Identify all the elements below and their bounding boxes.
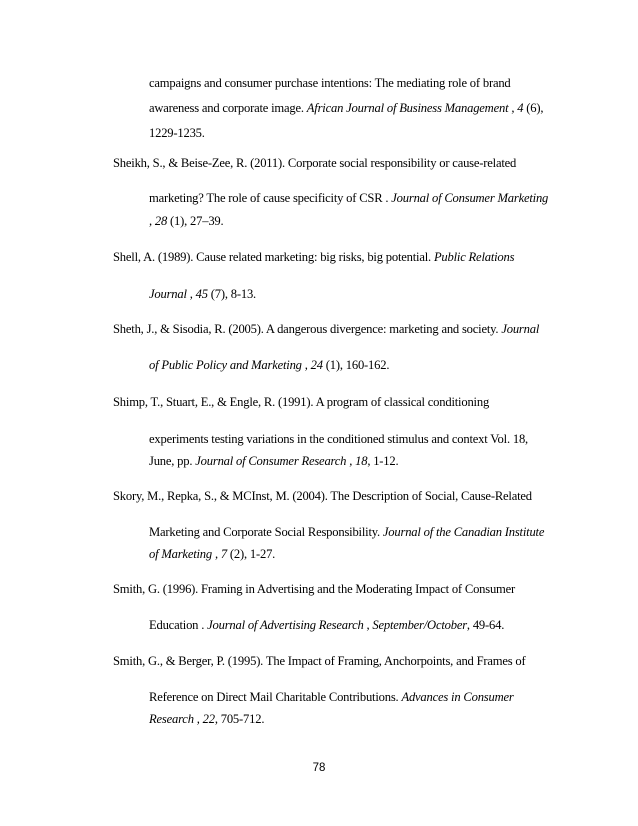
reference-text: campaigns and consumer purchase intentions: The mediating role of brand (149, 76, 511, 90)
reference-text: (1), 160-162. (322, 358, 390, 372)
reference-line (113, 394, 489, 410)
reference-line (113, 321, 539, 337)
reference-text: experiments testing variations in the conditioned stimulus and context Vol. 18, (149, 432, 528, 446)
reference-text: (6), (523, 101, 544, 115)
reference-line (149, 190, 548, 206)
reference-text: 1229-1235. (149, 126, 205, 140)
reference-text: Marketing and Corporate Social Responsibility. (149, 525, 383, 539)
reference-italic-text: African Journal of Business Management , 4 (306, 101, 524, 115)
reference-italic-text: Journal of Consumer Research , 18 (195, 454, 368, 468)
reference-text: Sheth, J., & Sisodia, R. (2005). A dangerous divergence: marketing and society. (113, 322, 502, 336)
reference-line (149, 100, 543, 116)
reference-line (113, 249, 514, 265)
reference-text: Shimp, T., Stuart, E., & Engle, R. (1991). A program of classical conditioning (113, 395, 490, 409)
reference-text: Smith, G., & Berger, P. (1995). The Impact of Framing, Anchorpoints, and Frames of (113, 654, 526, 668)
reference-italic-text: Journal (501, 322, 540, 336)
reference-italic-text: Journal of Consumer Marketing (391, 191, 549, 205)
reference-text: June, pp. (149, 454, 196, 468)
reference-italic-text: Journal , 45 (149, 287, 208, 301)
reference-text: Shell, A. (1989). Cause related marketing: big risks, big potential. (113, 250, 434, 264)
reference-text: awareness and corporate image. (149, 101, 307, 115)
reference-line (149, 75, 511, 91)
reference-italic-text: Journal of Advertising Research , September/October (207, 618, 467, 632)
reference-text: , 705-712. (214, 712, 265, 726)
reference-text: Smith, G. (1996). Framing in Advertising and the Moderating Impact of Consumer (113, 582, 516, 596)
reference-line (149, 453, 398, 469)
reference-italic-text: of Marketing , 7 (149, 547, 227, 561)
reference-line (149, 711, 264, 727)
reference-line (149, 431, 528, 447)
reference-italic-text: Journal of the Canadian Institute (382, 525, 545, 539)
reference-text: (2), 1-27. (226, 547, 276, 561)
reference-italic-text: Research , 22 (149, 712, 215, 726)
reference-line (113, 488, 532, 504)
reference-text: Sheikh, S., & Beise-Zee, R. (2011). Corporate social responsibility or cause-related (113, 156, 517, 170)
reference-line (113, 155, 516, 171)
reference-italic-text: of Public Policy and Marketing , 24 (149, 358, 323, 372)
reference-line (149, 357, 389, 373)
reference-text: (1), 27–39. (167, 214, 224, 228)
reference-text: Education . (149, 618, 208, 632)
reference-line (149, 617, 504, 633)
reference-text: Skory, M., Repka, S., & MCInst, M. (2004). The Description of Social, Cause-Related (113, 489, 532, 503)
reference-text: , 49-64. (466, 618, 505, 632)
reference-text: marketing? The role of cause specificity of CSR . (149, 191, 392, 205)
reference-italic-text: Public Relations (433, 250, 515, 264)
reference-line (149, 286, 256, 302)
reference-text: , 1-12. (367, 454, 399, 468)
reference-text: Reference on Direct Mail Charitable Contributions. (149, 690, 402, 704)
reference-italic-text: , 28 (149, 214, 168, 228)
reference-line (149, 546, 275, 562)
reference-line (149, 125, 205, 141)
reference-line (113, 653, 526, 669)
reference-line (149, 524, 544, 540)
reference-line (149, 213, 223, 229)
page-number: 78 (312, 762, 326, 774)
reference-italic-text: Advances in Consumer (401, 690, 514, 704)
reference-line (113, 581, 515, 597)
reference-line (149, 689, 514, 705)
reference-text: (7), 8-13. (207, 287, 256, 301)
